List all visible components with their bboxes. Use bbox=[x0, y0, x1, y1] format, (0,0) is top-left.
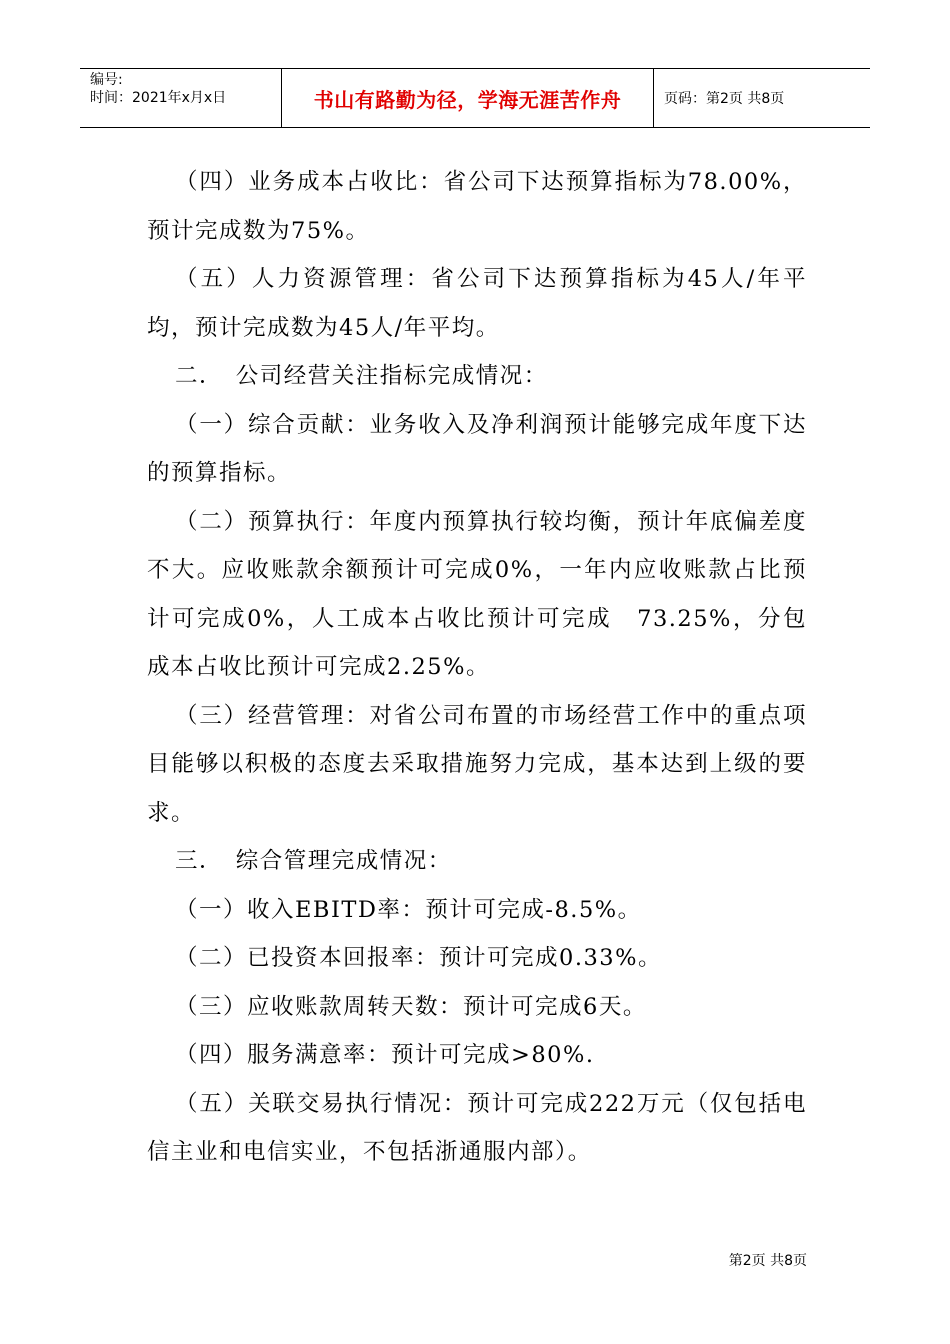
paragraph-operations: （三）经营管理：对省公司布置的市场经营工作中的重点项目能够以积极的态度去采取措施努力完成，基本达到上级的要求。 bbox=[147, 702, 807, 826]
header-meta bbox=[80, 69, 282, 127]
paragraph-budget-execution: （二）预算执行：年度内预算执行较均衡，预计年底偏差度不大。应收账款余额预计可完成0%，一年内应收账款占比预计可完成0%，人工成本占收比预计可完成 73.25%，分包成本占收比预计可完成2.25%。 bbox=[147, 508, 807, 680]
header-motto: 书山有路勤为径，学海无涯苦作舟 bbox=[282, 69, 654, 127]
paragraph-receivable-days: （三）应收账款周转天数：预计可完成6天。 bbox=[175, 993, 647, 1020]
paragraph-contribution: （一）综合贡献：业务收入及净利润预计能够完成年度下达的预算指标。 bbox=[147, 411, 807, 486]
document-body bbox=[147, 158, 807, 1177]
paragraph-satisfaction: （四）服务满意率：预计可完成>80%. bbox=[175, 1042, 595, 1068]
document-time-label: 时间：2021年x月x日 bbox=[90, 90, 227, 106]
document-number-label: 编号: bbox=[90, 72, 123, 88]
header-page-info: 页码：第2页 共8页 bbox=[664, 91, 785, 107]
paragraph-hr-management: （五）人力资源管理：省公司下达预算指标为45人/年平均，预计完成数为45人/年平均。 bbox=[147, 266, 807, 341]
section-heading-3: 三． 综合管理完成情况： bbox=[175, 848, 452, 874]
paragraph-ebitda: （一）收入EBITD率：预计可完成-8.5%。 bbox=[175, 896, 642, 923]
page-footer: 第2页 共8页 bbox=[728, 1253, 807, 1269]
paragraph-roic: （二）已投资本回报率：预计可完成0.33%。 bbox=[175, 945, 662, 971]
paragraph-related-transactions: （五）关联交易执行情况：预计可完成222万元（仅包括电信主业和电信实业，不包括浙通服内部）。 bbox=[147, 1090, 807, 1165]
paragraph-budget-cost-ratio: （四）业务成本占收比：省公司下达预算指标为78.00%，预计完成数为75%。 bbox=[147, 169, 807, 244]
section-heading-2: 二． 公司经营关注指标完成情况： bbox=[175, 363, 548, 389]
page-header bbox=[80, 68, 870, 128]
